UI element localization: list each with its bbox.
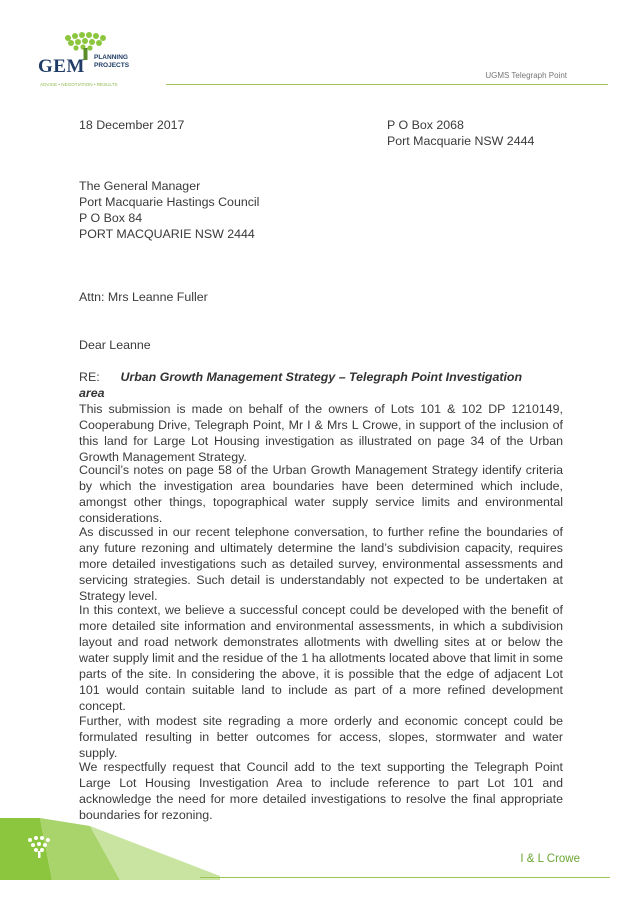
- sender-address: [387, 117, 534, 149]
- recipient-address-line: PORT MACQUARIE NSW 2444: [79, 227, 255, 241]
- body-paragraph: In this context, we believe a successful concept could be developed with the benefit of more detailed site information and environmental assessments, in which a subdivision layout and road network demonstrates allotments with dwelling sites at or below the water supply limit and the residue of the 1 ha allotments located above that limit in some parts of the site. In considering the above, it is possible that the edge of adjacent Lot 101 would contain suitable land to include as part of a more refined development concept.: [79, 603, 563, 713]
- body-paragraph: As discussed in our recent telephone conversation, to further refine the boundaries of any future rezoning and ultimately determine the land’s subdivision capacity, requires more detailed investigations such as detailed survey, environmental assessments and servicing strategies. Such detail is understandably not expected to be undertaken at Strategy level.: [79, 525, 563, 603]
- logo-subtitle-line1: PLANNING: [94, 54, 128, 61]
- body-paragraph: We respectfully request that Council add to the text supporting the Telegraph Point Large Lot Housing Investigation Area to include reference to part Lot 101 and acknowledge the need for more detailed investigations to resolve the final appropriate boundaries for rezoning.: [79, 760, 563, 822]
- recipient-address-line: Port Macquarie Hastings Council: [79, 195, 260, 209]
- header-divider: [166, 84, 608, 85]
- recipient-address-line: The General Manager: [79, 179, 201, 193]
- sender-address-line: P O Box 2068: [387, 118, 464, 132]
- body-paragraph: Further, with modest site regrading a more orderly and economic concept could be formulated resulting in better outcomes for access, slopes, stormwater and water supply.: [79, 714, 563, 760]
- body-paragraph: This submission is made on behalf of the owners of Lots 101 & 102 DP 1210149, Cooperabung Drive, Telegraph Point, Mr I & Mrs L Crowe, in support of the inclusion of this land for Large Lot Housing investigation as illustrated on page 34 of the Urban Growth Management Strategy.: [79, 402, 563, 464]
- logo-subtitle-line2: PROJECTS: [94, 62, 130, 69]
- logo-tagline: ADVICE • NEGOTIATION • RESULTS: [40, 82, 118, 87]
- salutation: Dear Leanne: [79, 338, 151, 352]
- document-reference: UGMS Telegraph Point: [485, 71, 567, 80]
- subject-text: Urban Growth Management Strategy – Telegraph Point Investigation area: [79, 370, 523, 400]
- body-paragraph: Council’s notes on page 58 of the Urban Growth Management Strategy identify criteria by which the investigation area boundaries have been determined which include, amongst other things, topographical water supply service limits and environmental considerations.: [79, 463, 563, 525]
- company-logo: [38, 30, 138, 92]
- footer-divider: [200, 877, 610, 878]
- subject-label: RE:: [79, 370, 100, 384]
- recipient-address: [79, 178, 259, 242]
- sender-address-line: Port Macquarie NSW 2444: [387, 134, 535, 148]
- attention-line: Attn: Mrs Leanne Fuller: [79, 290, 208, 304]
- client-name: I & L Crowe: [520, 853, 580, 865]
- logo-wordmark: GEM: [38, 56, 85, 77]
- subject-line: [79, 369, 539, 401]
- letter-date: 18 December 2017: [79, 118, 185, 132]
- footer-swoosh-graphic: [0, 818, 220, 880]
- recipient-address-line: P O Box 84: [79, 211, 143, 225]
